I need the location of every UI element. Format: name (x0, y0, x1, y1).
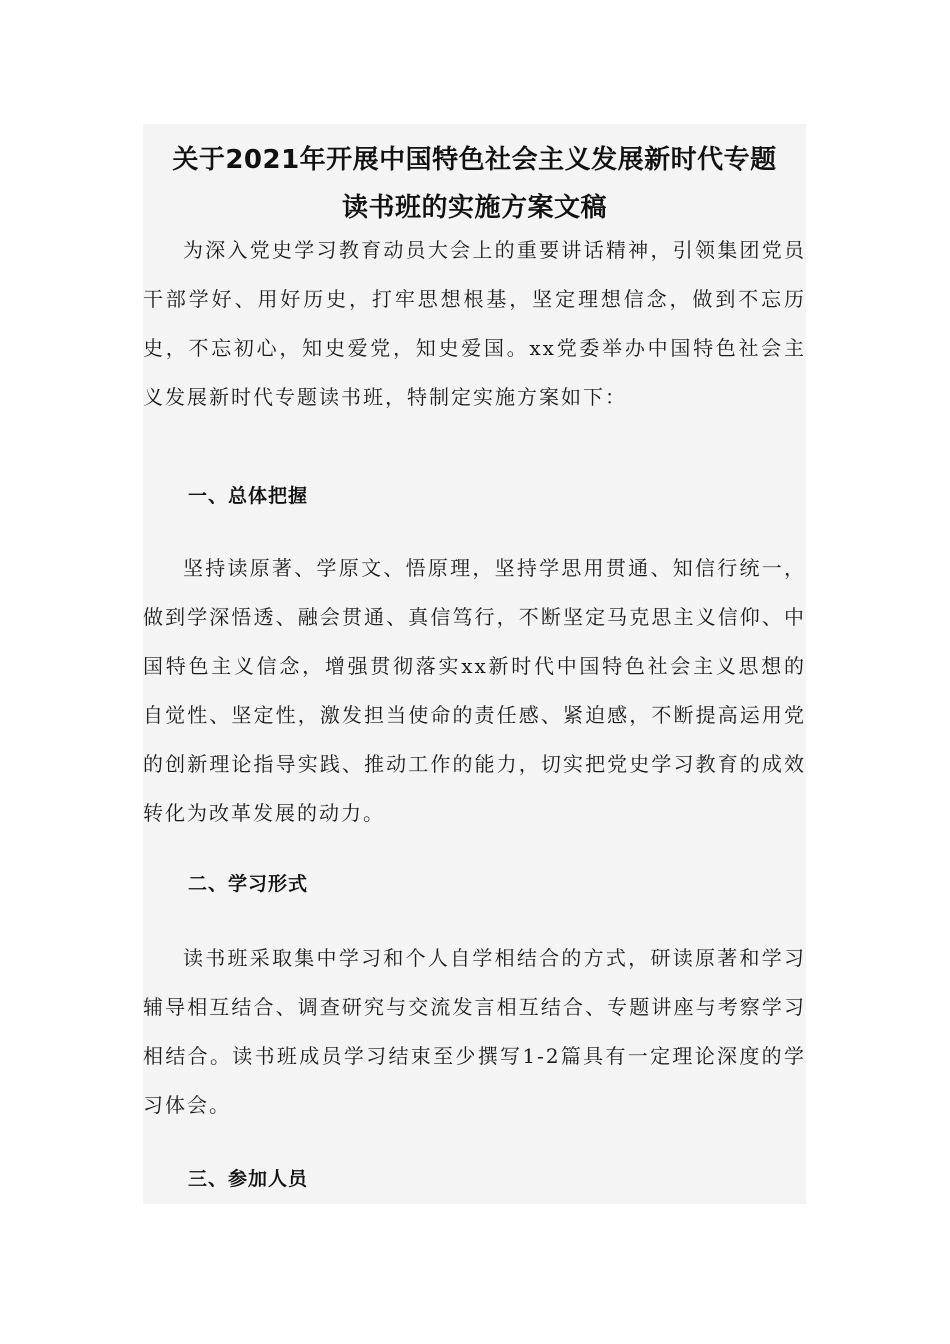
intro-paragraph: 为深入党史学习教育动员大会上的重要讲话精神，引领集团党员干部学好、用好历史，打牢思想根基，坚定理想信念，做到不忘历史，不忘初心，知史爱党，知史爱国。xx党委举办中国特色社会主义发展新时代专题读书班，特制定实施方案如下： (143, 238, 806, 409)
section-heading-1: 一、总体把握 (188, 485, 309, 507)
document-page (143, 124, 806, 1204)
document-title (143, 124, 806, 232)
section-heading-3: 三、参加人员 (188, 1168, 309, 1190)
title-line-2: 读书班的实施方案文稿 (341, 193, 607, 223)
section-body-1: 坚持读原著、学原文、悟原理，坚持学思用贯通、知信行统一，做到学深悟透、融会贯通、真信笃行，不断坚定马克思主义信仰、中国特色主义信念，增强贯彻落实xx新时代中国特色社会主义思想的自觉性、坚定性，激发担当使命的责任感、紧迫感，不断提高运用党的创新理论指导实践、推动工作的能力，切实把党史学习教育的成效转化为改革发展的动力。 (143, 556, 806, 825)
section-body-2: 读书班采取集中学习和个人自学相结合的方式，研读原著和学习辅导相互结合、调查研究与交流发言相互结合、专题讲座与考察学习相结合。读书班成员学习结束至少撰写1-2篇具有一定理论深度的学习体会。 (143, 946, 806, 1117)
section-heading-2: 二、学习形式 (188, 873, 309, 895)
title-line-1: 关于2021年开展中国特色社会主义发展新时代专题 (172, 145, 777, 175)
